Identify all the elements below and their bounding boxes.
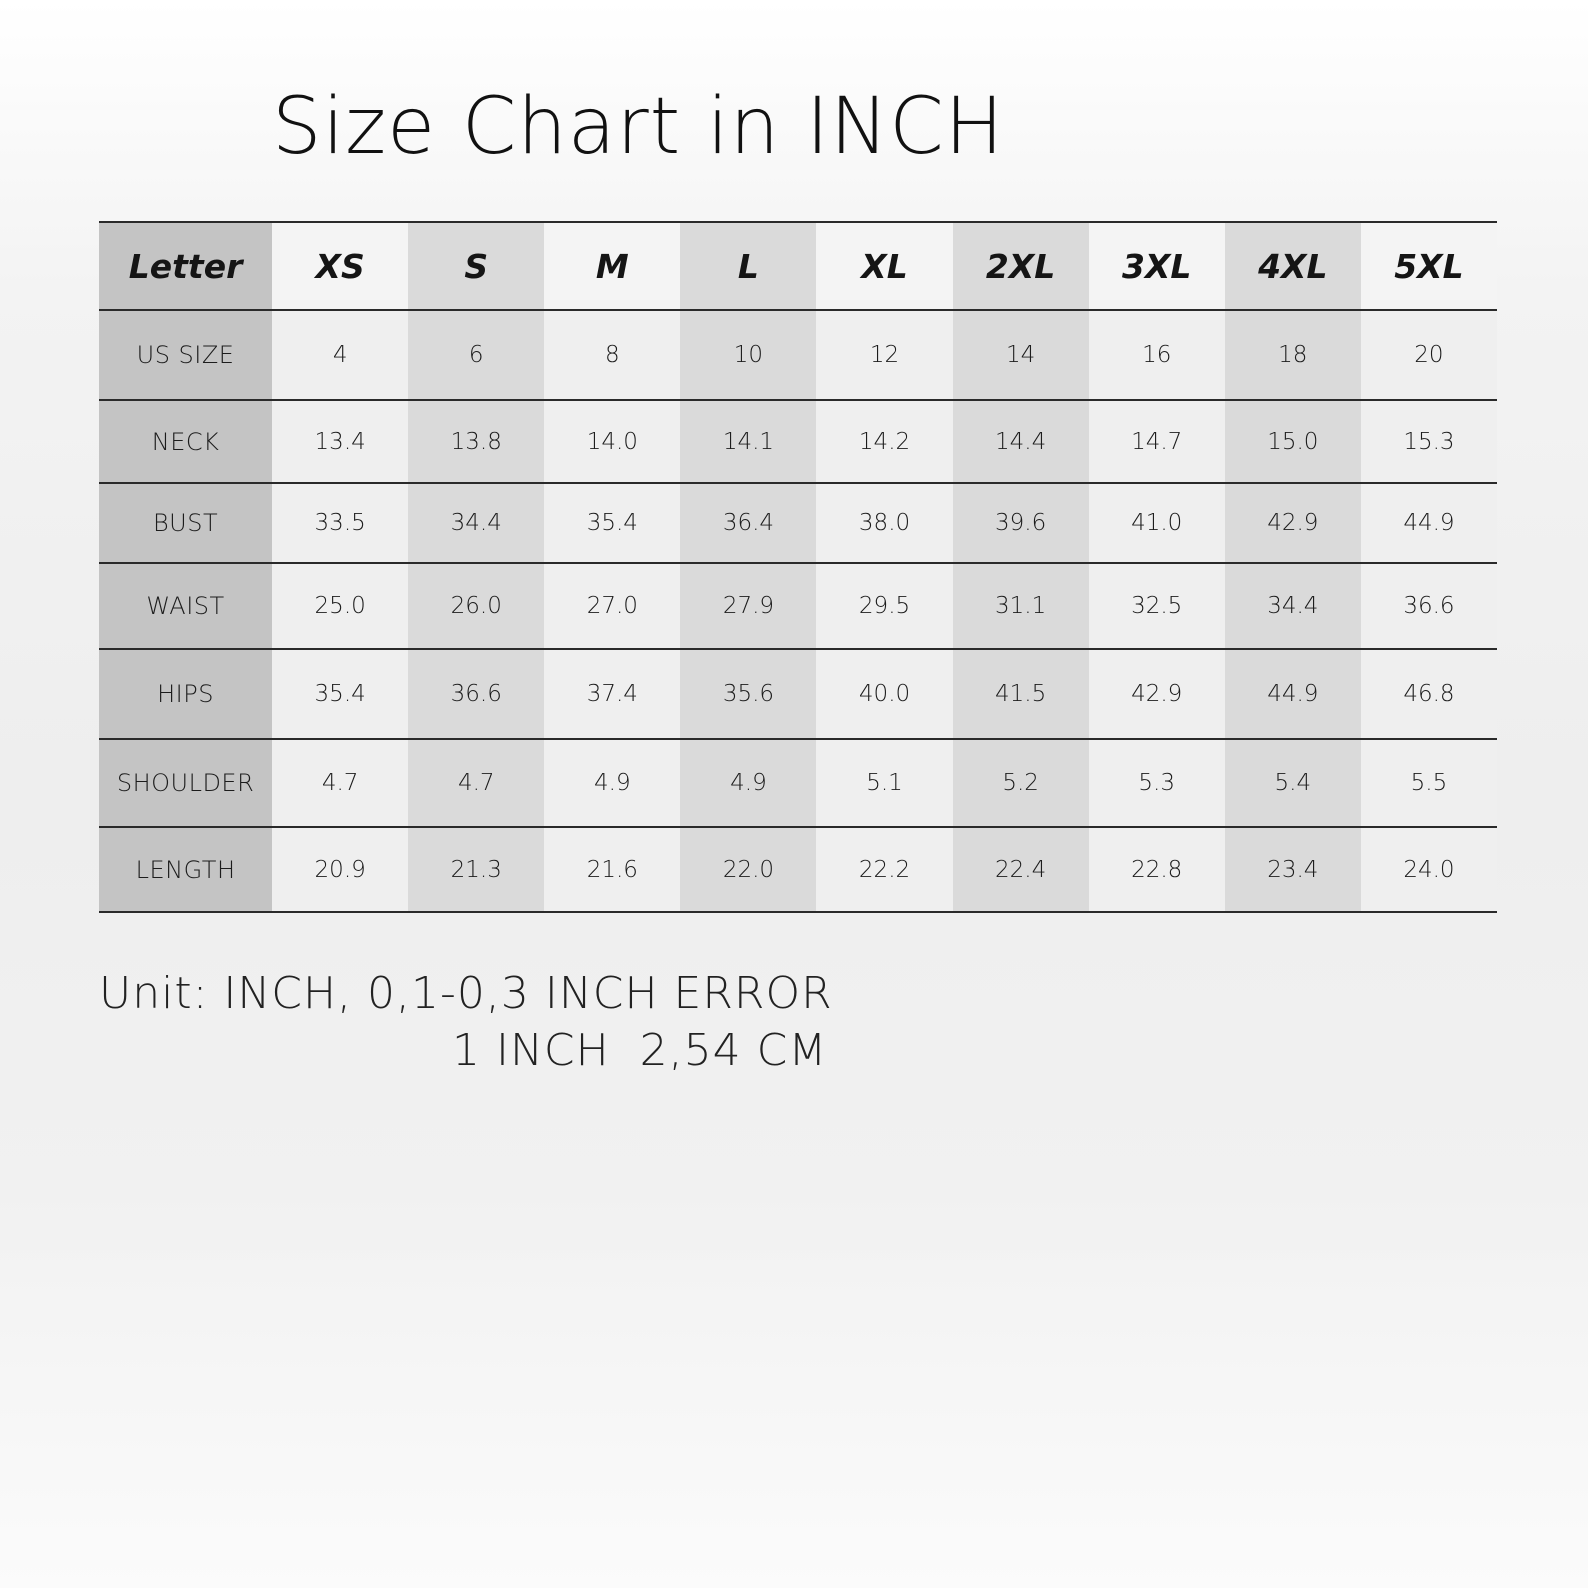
table-cell: 33.5 <box>272 483 408 563</box>
table-cell: 18 <box>1225 310 1361 400</box>
table-cell: 13.8 <box>408 400 544 483</box>
table-cell: 23.4 <box>1225 827 1361 912</box>
row-label: SHOULDER <box>99 739 272 827</box>
table-cell: 44.9 <box>1361 483 1497 563</box>
table-cell: 22.0 <box>680 827 816 912</box>
table-cell: 22.4 <box>953 827 1089 912</box>
table-row-waist <box>99 563 1497 649</box>
table-cell: 29.5 <box>816 563 952 649</box>
table-cell: 32.5 <box>1089 563 1225 649</box>
table-row-length <box>99 827 1497 912</box>
table-cell: 42.9 <box>1225 483 1361 563</box>
table-cell: 41.0 <box>1089 483 1225 563</box>
table-row-shoulder <box>99 739 1497 827</box>
table-cell: 14.2 <box>816 400 952 483</box>
row-label: WAIST <box>99 563 272 649</box>
row-label: NECK <box>99 400 272 483</box>
table-cell: 16 <box>1089 310 1225 400</box>
table-cell: 40.0 <box>816 649 952 739</box>
table-cell: 21.3 <box>408 827 544 912</box>
table-cell: 14.4 <box>953 400 1089 483</box>
table-cell: 34.4 <box>1225 563 1361 649</box>
conversion-note: 1 INCH 2,54 CM <box>452 1025 828 1076</box>
table-cell: 15.3 <box>1361 400 1497 483</box>
row-label: US SIZE <box>99 310 272 400</box>
table-cell: 22.8 <box>1089 827 1225 912</box>
table-cell: 36.6 <box>1361 563 1497 649</box>
table-cell: 35.4 <box>544 483 680 563</box>
table-cell: 8 <box>544 310 680 400</box>
table-cell: 31.1 <box>953 563 1089 649</box>
size-chart-table <box>99 221 1497 913</box>
table-cell: 46.8 <box>1361 649 1497 739</box>
table-cell: 41.5 <box>953 649 1089 739</box>
table-cell: 24.0 <box>1361 827 1497 912</box>
table-cell: 39.6 <box>953 483 1089 563</box>
table-row-us-size <box>99 310 1497 400</box>
table-cell: 4.7 <box>408 739 544 827</box>
page-title: Size Chart in INCH <box>272 82 1005 172</box>
row-label: HIPS <box>99 649 272 739</box>
header-cell-l: L <box>680 222 816 310</box>
header-cell-xl: XL <box>816 222 952 310</box>
table-cell: 4.9 <box>544 739 680 827</box>
header-cell-m: M <box>544 222 680 310</box>
table-cell: 27.0 <box>544 563 680 649</box>
table-cell: 36.4 <box>680 483 816 563</box>
table-cell: 14.1 <box>680 400 816 483</box>
header-cell-5xl: 5XL <box>1361 222 1497 310</box>
table-cell: 5.1 <box>816 739 952 827</box>
table-cell: 10 <box>680 310 816 400</box>
row-label: LENGTH <box>99 827 272 912</box>
table-cell: 21.6 <box>544 827 680 912</box>
table-cell: 14.0 <box>544 400 680 483</box>
header-cell-xs: XS <box>272 222 408 310</box>
table-row-neck <box>99 400 1497 483</box>
header-cell-s: S <box>408 222 544 310</box>
table-cell: 22.2 <box>816 827 952 912</box>
table-cell: 20 <box>1361 310 1497 400</box>
table-cell: 4.9 <box>680 739 816 827</box>
header-cell-4xl: 4XL <box>1225 222 1361 310</box>
table-cell: 42.9 <box>1089 649 1225 739</box>
table-cell: 34.4 <box>408 483 544 563</box>
table-cell: 6 <box>408 310 544 400</box>
table-cell: 12 <box>816 310 952 400</box>
table-cell: 15.0 <box>1225 400 1361 483</box>
table-cell: 37.4 <box>544 649 680 739</box>
table-header-row <box>99 222 1497 310</box>
table-cell: 5.4 <box>1225 739 1361 827</box>
table-row-bust <box>99 483 1497 563</box>
table-cell: 20.9 <box>272 827 408 912</box>
table-cell: 4 <box>272 310 408 400</box>
table-cell: 14 <box>953 310 1089 400</box>
table-cell: 5.5 <box>1361 739 1497 827</box>
table-cell: 38.0 <box>816 483 952 563</box>
header-cell-2xl: 2XL <box>953 222 1089 310</box>
table-cell: 5.2 <box>953 739 1089 827</box>
table-cell: 44.9 <box>1225 649 1361 739</box>
table-cell: 14.7 <box>1089 400 1225 483</box>
unit-note: Unit: INCH, 0,1-0,3 INCH ERROR <box>99 968 833 1019</box>
table-cell: 5.3 <box>1089 739 1225 827</box>
header-cell-3xl: 3XL <box>1089 222 1225 310</box>
table-cell: 4.7 <box>272 739 408 827</box>
table-cell: 36.6 <box>408 649 544 739</box>
table-cell: 27.9 <box>680 563 816 649</box>
table-row-hips <box>99 649 1497 739</box>
table-cell: 35.4 <box>272 649 408 739</box>
row-label: BUST <box>99 483 272 563</box>
table-cell: 35.6 <box>680 649 816 739</box>
table-cell: 25.0 <box>272 563 408 649</box>
table-cell: 13.4 <box>272 400 408 483</box>
header-cell-letter: Letter <box>99 222 272 310</box>
table-cell: 26.0 <box>408 563 544 649</box>
